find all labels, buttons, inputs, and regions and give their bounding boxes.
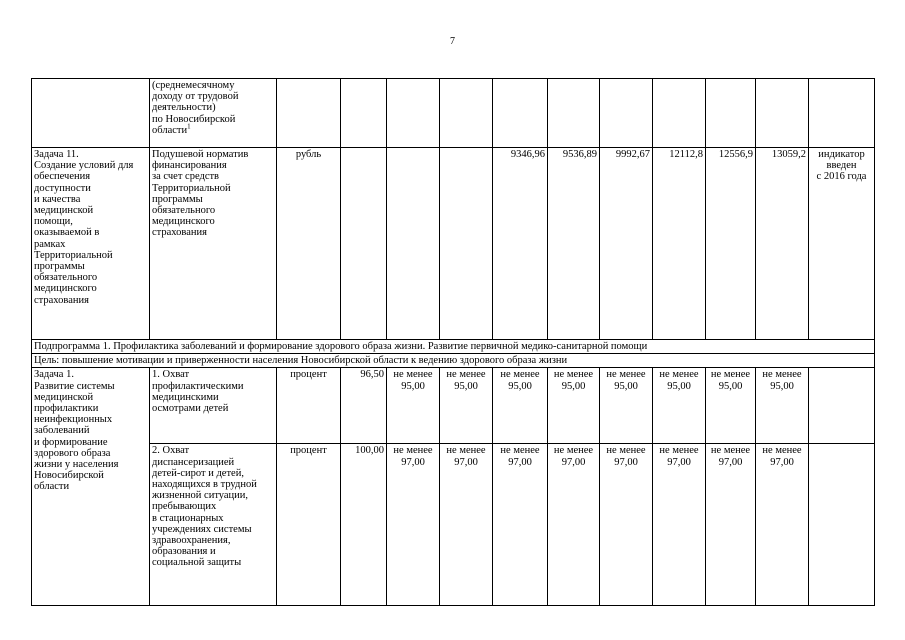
task-cell: Задача 1. Развитие системы медицинской профилактики неинфекционных заболеваний и формирование здорового образа жизни у населения Новосибирской области bbox=[32, 368, 150, 606]
note-cell bbox=[809, 444, 875, 606]
value-cell: не менее 95,00 bbox=[600, 368, 653, 444]
value-cell: не менее 95,00 bbox=[653, 368, 706, 444]
base-cell bbox=[341, 148, 387, 340]
value-cell: не менее 97,00 bbox=[440, 444, 493, 606]
table-row bbox=[32, 79, 875, 148]
value-cell bbox=[600, 79, 653, 148]
value-cell bbox=[440, 148, 493, 340]
indicators-table bbox=[31, 78, 875, 606]
subprogram-row bbox=[32, 340, 875, 354]
value-cell: 13059,2 bbox=[756, 148, 809, 340]
value-cell: 9992,67 bbox=[600, 148, 653, 340]
note-cell: индикатор введен с 2016 года bbox=[809, 148, 875, 340]
unit-cell: процент bbox=[277, 368, 341, 444]
unit-cell: процент bbox=[277, 444, 341, 606]
subprogram-title: Подпрограмма 1. Профилактика заболеваний и формирование здорового образа жизни. Развитие первичной медико-санитарной помощи bbox=[32, 340, 875, 354]
footnote-mark: 1 bbox=[187, 122, 191, 131]
value-cell: не менее 97,00 bbox=[653, 444, 706, 606]
unit-cell: рубль bbox=[277, 148, 341, 340]
value-cell: не менее 95,00 bbox=[440, 368, 493, 444]
value-cell: не менее 95,00 bbox=[756, 368, 809, 444]
goal-row bbox=[32, 354, 875, 368]
page-number: 7 bbox=[450, 36, 455, 47]
value-cell: 12112,8 bbox=[653, 148, 706, 340]
task-cell bbox=[32, 79, 150, 148]
value-cell bbox=[387, 148, 440, 340]
value-cell: 9536,89 bbox=[548, 148, 600, 340]
value-cell: не менее 97,00 bbox=[600, 444, 653, 606]
value-cell: не менее 97,00 bbox=[706, 444, 756, 606]
value-cell: не менее 95,00 bbox=[387, 368, 440, 444]
base-cell bbox=[341, 79, 387, 148]
value-cell: не менее 95,00 bbox=[548, 368, 600, 444]
value-cell bbox=[706, 79, 756, 148]
value-cell: не менее 97,00 bbox=[756, 444, 809, 606]
value-cell: 9346,96 bbox=[493, 148, 548, 340]
value-cell bbox=[548, 79, 600, 148]
base-cell: 100,00 bbox=[341, 444, 387, 606]
note-cell bbox=[809, 368, 875, 444]
table-row bbox=[32, 444, 875, 606]
value-cell bbox=[440, 79, 493, 148]
table-row bbox=[32, 148, 875, 340]
table-row bbox=[32, 368, 875, 444]
value-cell bbox=[756, 79, 809, 148]
value-cell bbox=[387, 79, 440, 148]
value-cell bbox=[653, 79, 706, 148]
indicator-cell: 2. Охват диспансеризацией детей-сирот и детей, находящихся в трудной жизненной ситуации, пребывающих в стационарных учреждениях системы здравоохранения, образования и социальной защиты bbox=[150, 444, 277, 606]
indicator-cell: Подушевой норматив финансирования за счет средств Территориальной программы обязательного медицинского страхования bbox=[150, 148, 277, 340]
value-cell bbox=[493, 79, 548, 148]
unit-cell bbox=[277, 79, 341, 148]
base-cell: 96,50 bbox=[341, 368, 387, 444]
indicator-cell bbox=[150, 79, 277, 148]
value-cell: не менее 95,00 bbox=[706, 368, 756, 444]
indicator-cell: 1. Охват профилактическими медицинскими осмотрами детей bbox=[150, 368, 277, 444]
goal-title: Цель: повышение мотивации и приверженности населения Новосибирской области к ведению здорового образа жизни bbox=[32, 354, 875, 368]
value-cell: не менее 95,00 bbox=[493, 368, 548, 444]
value-cell: не менее 97,00 bbox=[387, 444, 440, 606]
value-cell: 12556,9 bbox=[706, 148, 756, 340]
indicator-text: (среднемесячному доходу от трудовой деятельности) по Новосибирской области bbox=[152, 80, 239, 136]
value-cell: не менее 97,00 bbox=[548, 444, 600, 606]
value-cell: не менее 97,00 bbox=[493, 444, 548, 606]
note-cell bbox=[809, 79, 875, 148]
task-cell: Задача 11. Создание условий для обеспечения доступности и качества медицинской помощи, оказываемой в рамках Территориальной программы обязательного медицинского страхования bbox=[32, 148, 150, 340]
